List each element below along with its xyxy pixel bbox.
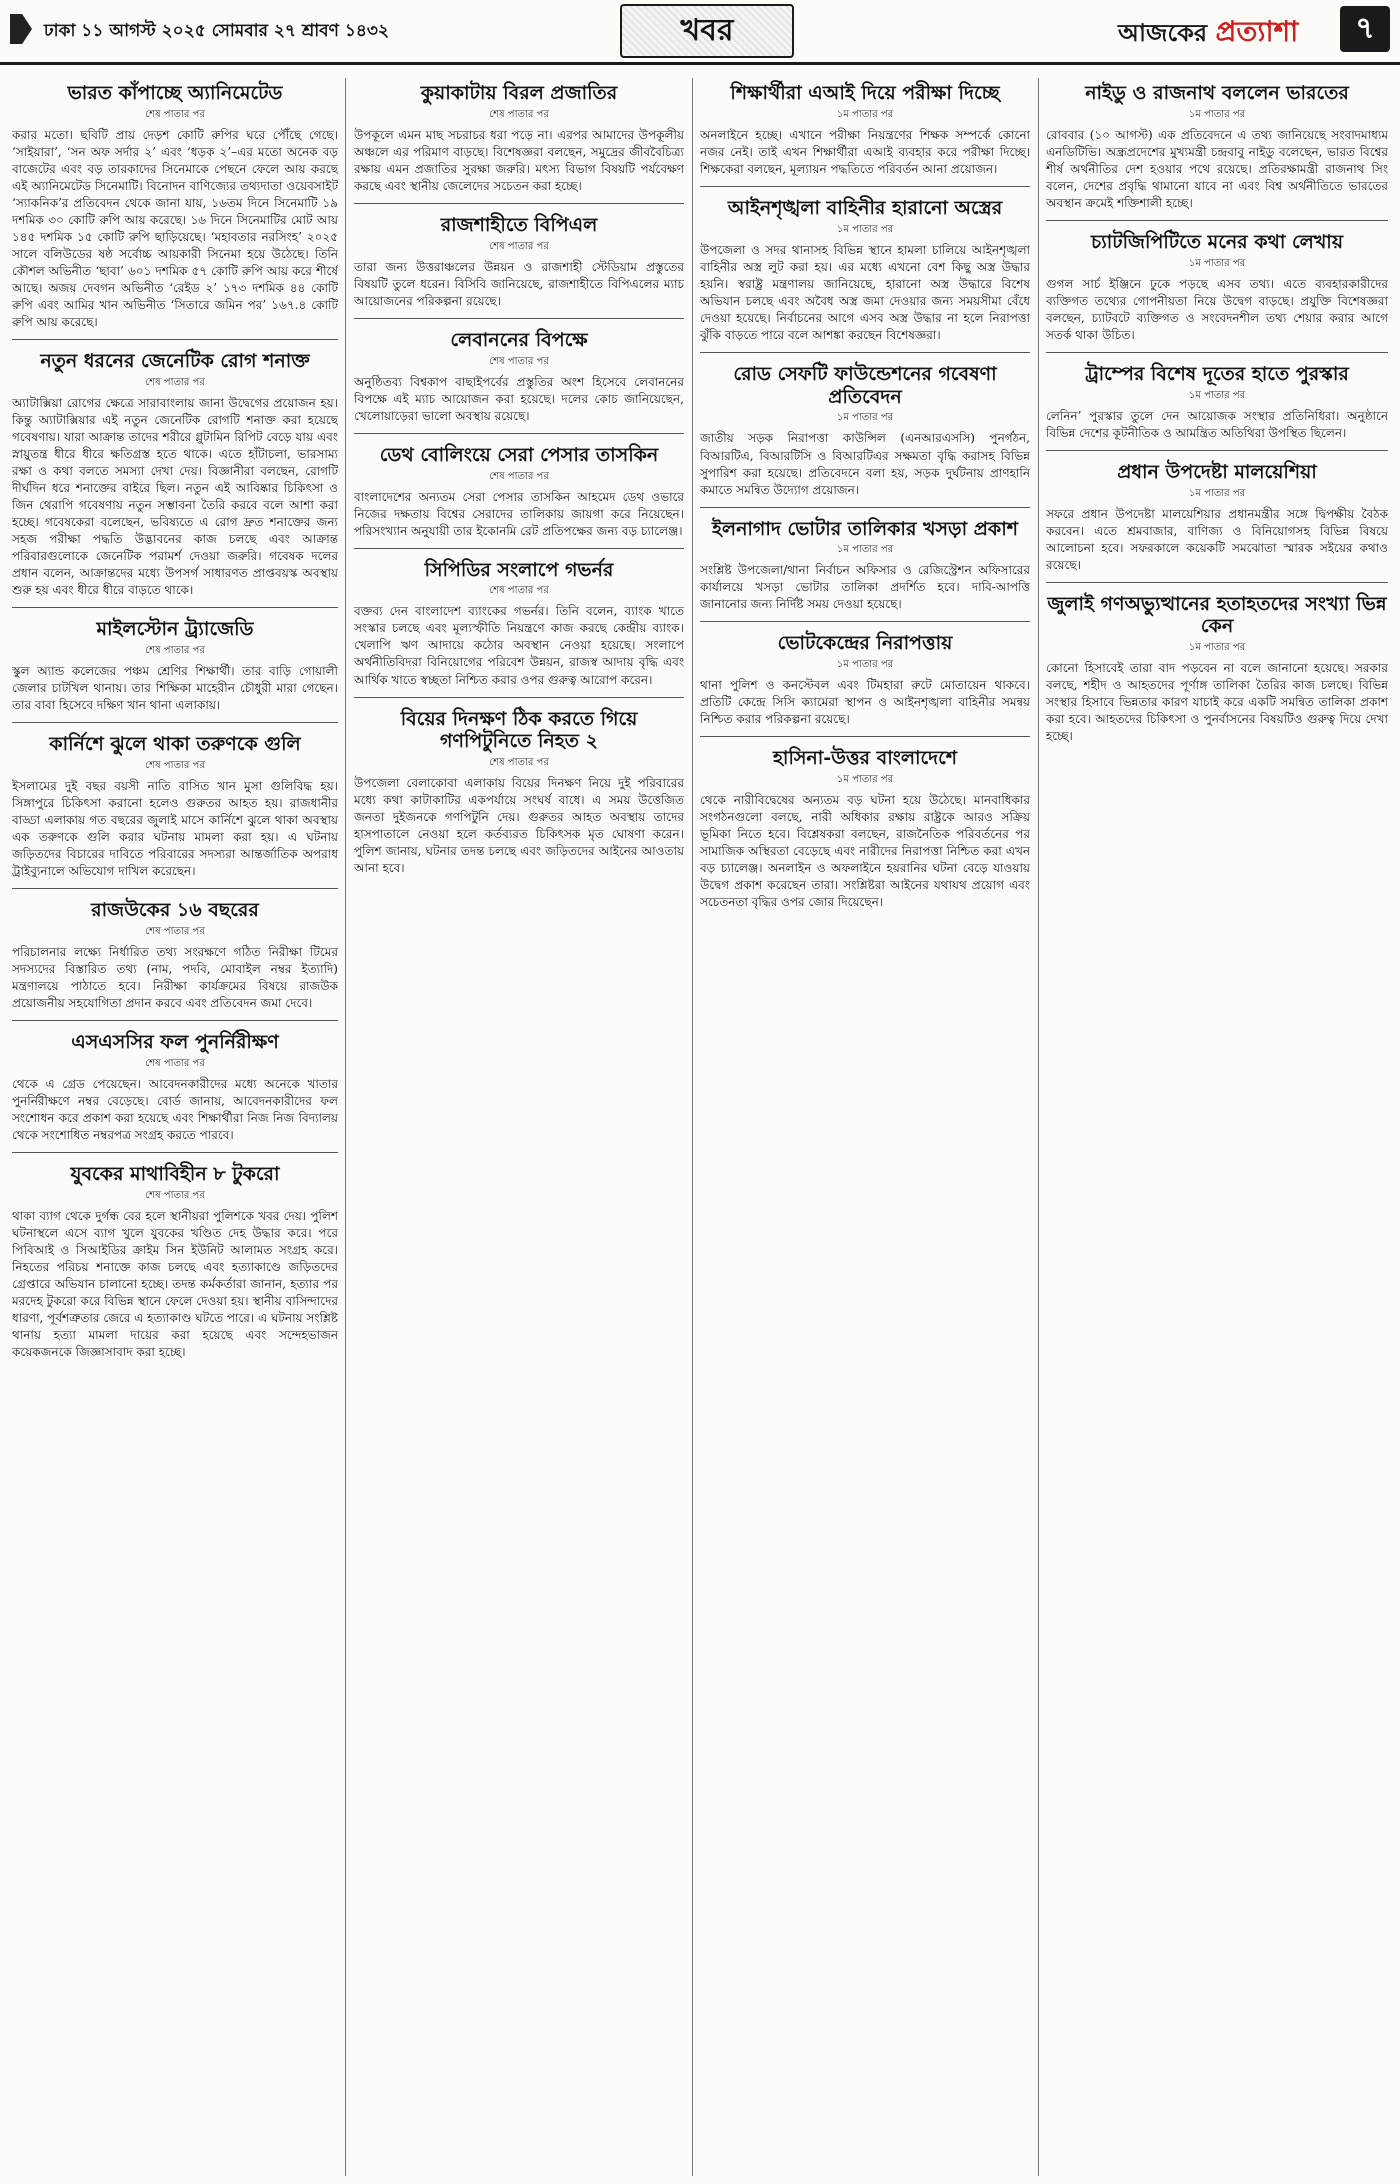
story-body: অ্যাটাক্সিয়া রোগের ক্ষেত্রে সারাবাংলায় জানা উদ্বেগের প্রয়োজন হয়। কিন্তু অ্যাটাক্সিয়ার এই নতুন জেনেটিক রোগটি শনাক্ত করা হয়েছে গবেষণায়। যারা আক্রান্ত তাদের শরীরে গ্লুটামিন রিপিট বেড়ে যায় এবং স্নায়ুতন্ত্র ধীরে ধীরে ক্ষতিগ্রস্ত হতে থাকে। এতে হাঁটাচলা, ভারসাম্য রক্ষা ও কথা বলতে সমস্যা দেখা দেয়। বিজ্ঞানীরা বলছেন, রোগটি দীর্ঘদিন ধরে শনাক্তের বাইরে ছিল। নতুন এই আবিষ্কার চিকিৎসা ও জিন থেরাপি গবেষণায় নতুন সম্ভাবনা তৈরি করবে বলে আশা করা হচ্ছে। গবেষকেরা বলেছেন, ভবিষ্যতে এ রোগ দ্রুত শনাক্তের জন্য সহজ পরীক্ষা পদ্ধতি উদ্ভাবনের কাজ চলছে এবং আক্রান্ত পরিবারগুলোকে জেনেটিক পরামর্শ দেওয়া জরুরি। গবেষক দলের প্রধান বলেন, আক্রান্তদের মধ্যে উপসর্গ সাধারণত প্রাপ্তবয়স্ক অবস্থায় শুরু হয় এবং ধীরে ধীরে বাড়তে থাকে। [12,395,338,598]
story-body: উপকূলে এমন মাছ সচরাচর ধরা পড়ে না। এরপর আমাদের উপকূলীয় অঞ্চলে এর পরিমাণ বাড়ছে। বিশেষজ্ঞরা বলছেন, সমুদ্রের জীববৈচিত্র্য রক্ষায় এমন প্রজাতির সুরক্ষা জরুরি। মৎস্য বিভাগ বিষয়টি পর্যবেক্ষণ করছে এবং স্থানীয় জেলেদের সচেতন করা হচ্ছে। [354,127,684,193]
story-headline: ভোটকেন্দ্রের নিরাপত্তায় [777,632,953,655]
story-body: থেকে নারীবিদ্বেষের অন্যতম বড় ঘটনা হয়ে উঠেছে। মানবাধিকার সংগঠনগুলো বলছে, নারী অধিকার রক্ষায় রাষ্ট্রকে আরও সক্রিয় ভূমিকা নিতে হবে। বিশ্লেষকরা বলছেন, রাজনৈতিক পরিবর্তনের পর সামাজিক অস্থিরতা বেড়েছে এবং নারীদের নিরাপত্তা নিশ্চিত করা এখন বড় চ্যালেঞ্জ। অনলাইন ও অফলাইনে হয়রানির ঘটনা বেড়ে যাওয়ায় উদ্বেগ প্রকাশ করেছেন তারা। সংশ্লিষ্টরা আইনের যথাযথ প্রয়োগ এবং সচেতনতা বৃদ্ধির ওপর জোর দিয়েছেন। [700,793,1030,910]
issue-date: ঢাকা ১১ আগস্ট ২০২৫ সোমবার ২৭ শ্রাবণ ১৪৩২ [44,21,389,41]
news-story [700,363,1030,508]
story-headline: ট্রাম্পের বিশেষ দূতের হাতে পুরস্কার [1085,362,1349,385]
story-body: গুগল সার্চ ইঞ্জিনে ঢুকে পড়ছে এসব তথ্য। এতে ব্যবহারকারীদের ব্যক্তিগত তথ্যের গোপনীয়তা নিয়ে উদ্বেগ বাড়ছে। প্রযুক্তি বিশেষজ্ঞরা বলছেন, চ্যাটবটে ব্যক্তিগত ও সংবেদনশীল তথ্য শেয়ার করার আগে সতর্ক থাকা উচিত। [1046,276,1388,342]
story-headline: বিয়ের দিনক্ষণ ঠিক করতে গিয়ে গণপিটুনিতে নিহত ২ [400,707,638,753]
story-headline: শিক্ষার্থীরা এআই দিয়ে পরীক্ষা দিচ্ছে [730,82,1000,104]
continuation-note: ১ম পাতার পর [1188,108,1246,120]
story-headline: হাসিনা-উত্তর বাংলাদেশে [772,747,958,770]
news-story [12,733,338,889]
story-headline: লেবাননের বিপক্ষে [450,328,588,351]
news-story [700,632,1030,737]
story-body: লেনিন’ পুরস্কার তুলে দেন আয়োজক সংস্থার প্রতিনিধিরা। অনুষ্ঠানে বিভিন্ন দেশের কূটনীতিক ও আমন্ত্রিত অতিথিরা উপস্থিত ছিলেন। [1046,408,1388,440]
story-body: কোনো হিসাবেই তারা বাদ পড়বেন না বলে জানানো হয়েছে। সরকার বলছে, শহীদ ও আহতদের পূর্ণাঙ্গ তালিকা তৈরির কাজ চলছে। বিভিন্ন সংস্থার হিসাবে ভিন্নতার কারণ যাচাই করে একটি সমন্বিত তালিকা প্রকাশ করা হবে। আহতদের চিকিৎসা ও পুনর্বাসনের বিষয়টিও গুরুত্ব দিয়ে দেখা হচ্ছে। [1046,661,1388,744]
story-body: অনলাইনে হচ্ছে। এখানে পরীক্ষা নিয়ন্ত্রণের শিক্ষক সম্পর্কে কোনো নজর নেই। তাই এখন শিক্ষার্থীরা এআই ব্যবহার করে পরীক্ষা দিচ্ছে। শিক্ষকেরা বলছেন, মূল্যায়ন পদ্ধতিতে পরিবর্তন আনা প্রয়োজন। [700,127,1030,176]
story-body: বাংলাদেশের অন্যতম সেরা পেসার তাসকিন আহমেদ ডেথ ওভারে নিজের দক্ষতায় বিশ্বের সেরাদের তালিকায় জায়গা করে নিয়েছেন। পরিসংখ্যান অনুযায়ী তার ইকোনমি রেট প্রতিপক্ষের জন্য বড় চ্যালেঞ্জ। [354,489,684,538]
continuation-note: ১ম পাতার পর [836,544,894,556]
continuation-note: শেষ পাতার পর [489,355,549,367]
news-story [12,618,338,723]
story-body: পরিচালনার লক্ষ্যে নির্ধারিত তথ্য সংরক্ষণে গঠিত নিরীক্ষা টিমের সদস্যদের বিস্তারিত তথ্য (নাম, পদবি, মোবাইল নম্বর ইত্যাদি) মন্ত্রণালয়ে পাঠাতে হবে। নিরীক্ষা কার্যক্রমের বিষয়ে রাজউক প্রয়োজনীয় সহযোগিতা প্রদান করবে এবং প্রতিবেদন জমা দেবে। [12,945,338,1011]
story-headline: মাইলস্টোন ট্র্যাজেডি [96,618,254,641]
story-body: উপজেলা ও সদর থানাসহ বিভিন্ন স্থানে হামলা চালিয়ে আইনশৃঙ্খলা বাহিনীর অস্ত্র লুট করা হয়। এর মধ্যে এখনো বেশ কিছু অস্ত্র উদ্ধার হয়নি। স্বরাষ্ট্র মন্ত্রণালয় জানিয়েছে, হারানো অস্ত্র উদ্ধারে বিশেষ অভিযান চলছে এবং অবৈধ অস্ত্র জমা দেওয়ার জন্য সময়সীমা বেঁধে দেওয়া হয়েছে। নির্বাচনের আগে এসব অস্ত্র উদ্ধার না হলে নিরাপত্তা ঝুঁকি বাড়তে পারে বলে আশঙ্কা করছেন বিশেষজ্ঞরা। [700,242,1030,342]
continuation-note: ১ম পাতার পর [836,659,894,671]
continuation-note: শেষ পাতার পর [145,1189,205,1201]
story-body: থানা পুলিশ ও কনস্টেবল এবং টিমহারা রুটে মোতায়েন থাকবে। প্রতিটি কেন্দ্রে সিসি ক্যামেরা স্থাপন ও আইনশৃঙ্খলা বাহিনীর সমন্বয় নিশ্চিত করার পরিকল্পনা রয়েছে। [700,678,1030,727]
story-body: করার মতো। ছবিটি প্রায় দেড়শ কোটি রুপির ঘরে পৌঁছে গেছে। ‘সাইয়ারা’, ‘সন অফ সর্দার ২’ এবং ‘ধড়ক ২’–এর মতো অনেক বড় বাজেটের এবং বড় তারকাদের সিনেমাকে পেছনে ফেলে আয় করছে এই অ্যানিমেটেড সিনেমাটি। বিনোদন বাণিজ্যের তথ্যদাতা ওয়েবসাইট ‘স্যাকনিক’র প্রতিবেদন থেকে জানা যায়, ১৬তম দিনে সিনেমাটি ১৯ দশমিক ৩০ কোটি রুপি আয় করেছে। ১৬ দিনে সিনেমাটির মোট আয় ১৪৫ দশমিক ১৫ কোটি রুপি ছাড়িয়েছে। ‘মহাবতার নরসিংহ’ ২০২৫ সালে বলিউডের ষষ্ঠ সর্বোচ্চ আয়কারী সিনেমা হয়ে উঠেছে। তিনি কৌশল অভিনীত ‘ছাবা’ ৬০১ দশমিক ৫৭ কোটি রুপি আয় করে শীর্ষে আছে। অজয় দেবগন অভিনীত ‘রেইড ২’ ১৭৩ দশমিক ৪৪ কোটি রুপি এবং আমির খান অভিনীত ‘সিতারে জমিন পর’ ১৬৭.৪ কোটি রুপি আয় করেছে। [12,127,338,330]
continuation-note: শেষ পাতার পর [145,760,205,772]
story-headline: প্রধান উপদেষ্টা মালয়েশিয়া [1117,460,1317,483]
continuation-note: ১ম পাতার পর [836,774,894,786]
continuation-note: শেষ পাতার পর [489,108,549,120]
news-story [354,329,684,434]
news-story [12,350,338,608]
column-4 [1046,78,1388,2176]
news-story [700,518,1030,623]
continuation-note: শেষ পাতার পর [145,108,205,120]
news-story [12,1031,338,1153]
story-headline: ইলনাগাদ ভোটার তালিকার খসড়া প্রকাশ [712,517,1018,540]
news-story [700,82,1030,187]
news-story [700,197,1030,353]
continuation-note: ১ম পাতার পর [836,223,894,235]
news-story [1046,82,1388,221]
page-arrow-icon [10,14,32,44]
story-headline: ডেথ বোলিংয়ে সেরা পেসার তাসকিন [379,443,659,466]
continuation-note: ১ম পাতার পর [1188,389,1246,401]
news-story [354,214,684,319]
column-divider [692,78,693,2176]
continuation-note: শেষ পাতার পর [489,757,549,769]
news-story [354,708,684,886]
news-story [12,82,338,340]
continuation-note: ১ম পাতার পর [1188,642,1246,654]
story-headline: রাজউকের ১৬ বছরের [91,899,259,922]
news-story [12,1163,338,1369]
story-body: ইসলামের দুই বছর বয়সী নাতি বাসিত খান মুসা গুলিবিদ্ধ হয়। সিঙ্গাপুরে চিকিৎসা করানো হলেও গুরুতর আহত হয়। রাজধানীর বাড্ডা এলাকায় গত বছরের জুলাই মাসে কার্নিশে ঝুলে থাকা অবস্থায় এক তরুণকে গুলি করার ঘটনায় মামলা করা হয়। এ ঘটনায় জড়িতদের বিচারের দাবিতে পরিবারের সদস্যরা আন্তর্জাতিক অপরাধ ট্রাইব্যুনালে অভিযোগ দাখিল করেছেন। [12,779,338,879]
story-body: রোববার (১০ আগস্ট) এক প্রতিবেদনে এ তথ্য জানিয়েছে সংবাদমাধ্যম এনডিটিভি। অন্ধ্রপ্রদেশের মুখ্যমন্ত্রী চন্দ্রবাবু নাইডু বলেছেন, ভারত বিশ্বের শীর্ষ অর্থনীতির দেশ হওয়ার পথে রয়েছে। প্রতিরক্ষামন্ত্রী রাজনাথ সিং বলেন, দেশের প্রবৃদ্ধি থামানো যাবে না এবং বিশ্ব অর্থনীতিতে ভারতের অবস্থান ক্রমেই শক্তিশালী হচ্ছে। [1046,127,1388,210]
column-divider [345,78,346,2176]
continuation-note: শেষ পাতার পর [489,240,549,252]
news-story [1046,363,1388,451]
story-headline: জুলাই গণঅভ্যুত্থানের হতাহতদের সংখ্যা ভিন্ন কেন [1047,592,1387,638]
continuation-note: ১ম পাতার পর [836,412,894,424]
continuation-note: শেষ পাতার পর [489,585,549,597]
continuation-note: ১ম পাতার পর [1188,257,1246,269]
continuation-note: শেষ পাতার পর [145,376,205,388]
story-body: বক্তব্য দেন বাংলাদেশ ব্যাংকের গভর্নর। তিনি বলেন, ব্যাংক খাতে সংস্কার চলছে এবং মূল্যস্ফীতি নিয়ন্ত্রণে কাজ করছে কেন্দ্রীয় ব্যাংক। খেলাপি ঋণ আদায়ে কঠোর অবস্থান নেওয়া হয়েছে। সংলাপে অর্থনীতিবিদরা বিনিয়োগের পরিবেশ উন্নয়ন, রাজস্ব আদায় বৃদ্ধি এবং আর্থিক খাতে স্বচ্ছতা নিশ্চিত করার ওপর গুরুত্ব আরোপ করেন। [354,604,684,687]
page-header [0,0,1400,65]
story-body: থাকা ব্যাগ থেকে দুর্গন্ধ বের হলে স্থানীয়রা পুলিশকে খবর দেয়। পুলিশ ঘটনাস্থলে এসে ব্যাগ খুলে যুবকের খণ্ডিত দেহ উদ্ধার করে। পরে পিবিআই ও সিআইডির ক্রাইম সিন ইউনিট আলামত সংগ্রহ করে। নিহতের পরিচয় শনাক্তে কাজ চলছে এবং হত্যাকাণ্ডে জড়িতদের গ্রেপ্তারে অভিযান চালানো হচ্ছে। তদন্ত কর্মকর্তারা জানান, হত্যার পর মরদেহ টুকরো করে বিভিন্ন স্থানে ফেলে দেওয়া হয়। স্থানীয় বাসিন্দাদের ধারণা, পূর্বশত্রুতার জেরে এ হত্যাকাণ্ড ঘটতে পারে। এ ঘটনায় সংশ্লিষ্ট থানায় হত্যা মামলা দায়ের করা হয়েছে এবং সন্দেহভাজন কয়েকজনকে জিজ্ঞাসাবাদ করা হচ্ছে। [12,1208,338,1360]
section-title: খবর [620,4,794,58]
column-2 [354,78,684,2176]
continuation-note: শেষ পাতার পর [489,470,549,482]
story-headline: কার্নিশে ঝুলে থাকা তরুণকে গুলি [49,733,301,756]
story-body: স্কুল অ্যান্ড কলেজের পঞ্চম শ্রেণির শিক্ষার্থী। তার বাড়ি গোয়ালী জেলার চাটখিল থানায়। তার শিক্ষিকা মাহেরীন চৌধুরী মারা গেছেন। তার বাবা হিসেবে দক্ষিণ খান থানা এলাকায়। [12,664,338,713]
story-body: অনুষ্ঠিতব্য বিশ্বকাপ বাছাইপর্বের প্রস্তুতির অংশ হিসেবে লেবাননের বিপক্ষে এই ম্যাচ আয়োজন করা হয়েছে। দলের কোচ জানিয়েছেন, খেলোয়াড়েরা ভালো অবস্থায় রয়েছে। [354,374,684,423]
continuation-note: ১ম পাতার পর [836,108,894,120]
story-headline: রাজশাহীতে বিপিএল [440,213,598,236]
logo-part1: আজকের [1118,18,1216,47]
story-headline: কুয়াকাটায় বিরল প্রজাতির [420,82,618,104]
news-story [12,899,338,1021]
continuation-note: শেষ পাতার পর [145,1057,205,1069]
news-story [1046,231,1388,353]
continuation-note: ১ম পাতার পর [1188,487,1246,499]
column-3 [700,78,1030,2176]
column-divider [1038,78,1039,2176]
newspaper-logo [1118,10,1298,57]
story-body: সংশ্লিষ্ট উপজেলা/থানা নির্বাচন অফিসার ও রেজিস্ট্রেশন অফিসারের কার্যালয়ে খসড়া ভোটার তালিকা প্রদর্শিত হবে। দাবি-আপত্তি জানানোর জন্য নির্দিষ্ট সময় দেওয়া হয়েছে। [700,563,1030,612]
story-headline: ভারত কাঁপাচ্ছে অ্যানিমেটেড [67,82,283,104]
page-number: ৭ [1340,6,1390,52]
story-body: সফরে প্রধান উপদেষ্টা মালয়েশিয়ার প্রধানমন্ত্রীর সঙ্গে দ্বিপক্ষীয় বৈঠক করবেন। এতে শ্রমবাজার, বাণিজ্য ও বিনিয়োগসহ বিভিন্ন বিষয়ে আলোচনা হবে। সফরকালে কয়েকটি সমঝোতা স্মারক সইয়ের কথাও রয়েছে। [1046,506,1388,572]
story-body: থেকে এ গ্রেড পেয়েছেন। আবেদনকারীদের মধ্যে অনেকে খাতার পুনর্নিরীক্ষণে নম্বর বেড়েছে। বোর্ড জানায়, আবেদনকারীদের ফল সংশোধন করে প্রকাশ করা হয়েছে এবং শিক্ষার্থীরা নিজ নিজ বিদ্যালয় থেকে সংশোধিত নম্বরপত্র সংগ্রহ করতে পারবে। [12,1076,338,1143]
story-headline: সিপিডির সংলাপে গভর্নর [424,558,614,581]
news-story [354,82,684,204]
story-headline: যুবকের মাথাবিহীন ৮ টুকরো [70,1163,280,1186]
continuation-note: শেষ পাতার পর [145,645,205,657]
news-story [354,559,684,698]
story-body: জাতীয় সড়ক নিরাপত্তা কাউন্সিল (এনআরএসসি) পুনর্গঠন, বিআরটিএ, বিআরটিসি ও বিআরটিএর সক্ষমতা বৃদ্ধি করাসহ বিভিন্ন সুপারিশ করা হয়েছে। প্রতিবেদনে বলা হয়, সড়ক দুর্ঘটনায় প্রাণহানি কমাতে সমন্বিত উদ্যোগ প্রয়োজন। [700,431,1030,497]
news-story [1046,461,1388,583]
story-body: উপজেলা বেলাকোবা এলাকায় বিয়ের দিনক্ষণ নিয়ে দুই পরিবারের মধ্যে কথা কাটাকাটির একপর্যায়ে সংঘর্ষ বাধে। এ সময় উত্তেজিত জনতা দুইজনকে গণপিটুনি দেয়। গুরুতর আহত অবস্থায় তাদের হাসপাতালে নেওয়া হলে কর্তব্যরত চিকিৎসক মৃত ঘোষণা করেন। পুলিশ জানায়, ঘটনার তদন্ত চলছে এবং জড়িতদের আইনের আওতায় আনা হবে। [354,776,684,876]
story-headline: নাইডু ও রাজনাথ বললেন ভারতের [1085,82,1349,104]
continuation-note: শেষ পাতার পর [145,926,205,938]
story-headline: রোড সেফটি ফাউন্ডেশনের গবেষণা প্রতিবেদন [733,362,997,408]
story-body: তারা জন্য উত্তরাঞ্চলের উন্নয়ন ও রাজশাহী স্টেডিয়াম প্রস্তুতের বিষয়টি তুলে ধরেন। বিসিবি জানিয়েছে, রাজশাহীতে বিপিএলের ম্যাচ আয়োজনের পরিকল্পনা রয়েছে। [354,259,684,308]
news-story [700,747,1030,919]
news-story [1046,593,1388,754]
news-story [354,444,684,549]
story-headline: নতুন ধরনের জেনেটিক রোগ শনাক্ত [40,350,310,373]
column-1 [12,78,338,2176]
story-headline: আইনশৃঙ্খলা বাহিনীর হারানো অস্ত্রের [727,196,1003,219]
story-headline: চ্যাটজিপিটিতে মনের কথা লেখায় [1090,230,1344,253]
story-headline: এসএসসির ফল পুনর্নিরীক্ষণ [71,1031,279,1054]
logo-part2: প্রত্যাশা [1215,15,1299,48]
